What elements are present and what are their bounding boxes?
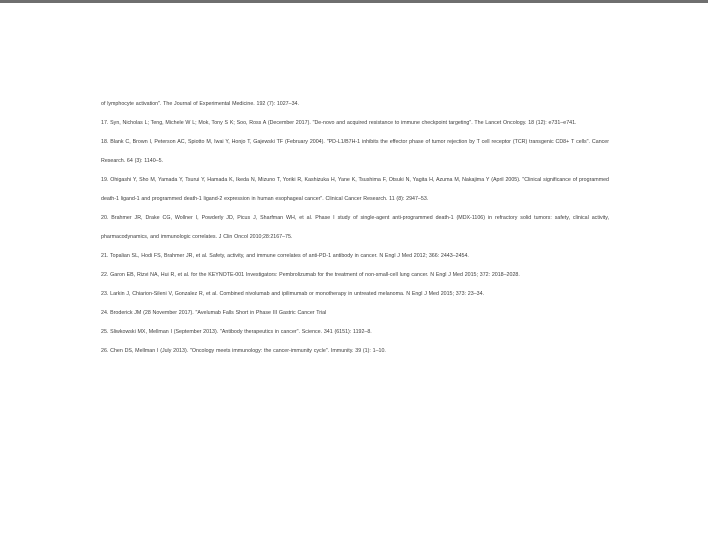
reference-item-24: 24. Broderick JM (28 November 2017). "Avelumab Falls Short in Phase III Gastric Cancer Trial (101, 310, 327, 316)
reference-item-17: 17. Syn, Nicholas L; Teng, Michele W L; Mok, Tony S K; Soo, Ross A (December 2017). "De-novo and acquired resistance to immune checkpoint targeting". The Lancet Oncology. 18 (12): e731–e741. (101, 120, 577, 126)
reference-item-20: 20. Brahmer JR, Drake CG, Wollner I, Powderly JD, Picus J, Sharfman WH, et al. Phase I study of single-agent anti-programmed death-1 (MDX-1106) in refractory solid tumors: safety, clinical activity, pharmacodynamics, and immunologic correlates. J Clin Oncol 2010;28:2167–75. (101, 215, 609, 240)
reference-item-23: 23. Larkin J, Chiarion-Sileni V, Gonzalez R, et al. Combined nivolumab and ipilimumab or monotherapy in untreated melanoma. N Engl J Med 2015; 373: 23–34. (101, 291, 484, 297)
reference-item-26: 26. Chen DS, Mellman I (July 2013). "Oncology meets immunology: the cancer-immunity cycle". Immunity. 39 (1): 1–10. (101, 348, 386, 354)
reference-item-21: 21. Topalian SL, Hodi FS, Brahmer JR, et al. Safety, activity, and immune correlates of anti-PD-1 antibody in cancer. N Engl J Med 2012; 366: 2443–2454. (101, 253, 469, 259)
reference-item-19: 19. Ohigashi Y, Sho M, Yamada Y, Tsurui Y, Hamada K, Ikeda N, Mizuno T, Yoriki R, Kashizuka H, Yane K, Tsushima F, Otsuki N, Yagita H, Azuma M, Nakajima Y (April 2005). "Clinical significance of programmed death-1 ligand-1 and programmed death-1 ligand-2 expression in human esophageal cancer". Clinical Cancer Research. 11 (8): 2947–53. (101, 177, 609, 202)
reference-item-25: 25. Sliwkowski MX, Mellman I (September 2013). "Antibody therapeutics in cancer". Science. 341 (6151): 1192–8. (101, 329, 372, 335)
reference-item-18: 18. Blank C, Brown I, Peterson AC, Spiotto M, Iwai Y, Honjo T, Gajewski TF (February 2004). "PD-L1/B7H-1 inhibits the effector phase of tumor rejection by T cell receptor (TCR) transgenic CD8+ T cells". Cancer Research. 64 (3): 1140–5. (101, 139, 609, 164)
reference-list (101, 95, 609, 361)
reference-item-22: 22. Garon EB, Rizvi NA, Hui R, et al. for the KEYNOTE-001 Investigators: Pembrolizumab for the treatment of non-small-cell lung cancer. N Engl J Med 2015; 372: 2018–2028. (101, 272, 520, 278)
document-page (0, 3, 708, 536)
reference-item-16-continued: of lymphocyte activation". The Journal of Experimental Medicine. 192 (7): 1027–34. (101, 101, 299, 107)
